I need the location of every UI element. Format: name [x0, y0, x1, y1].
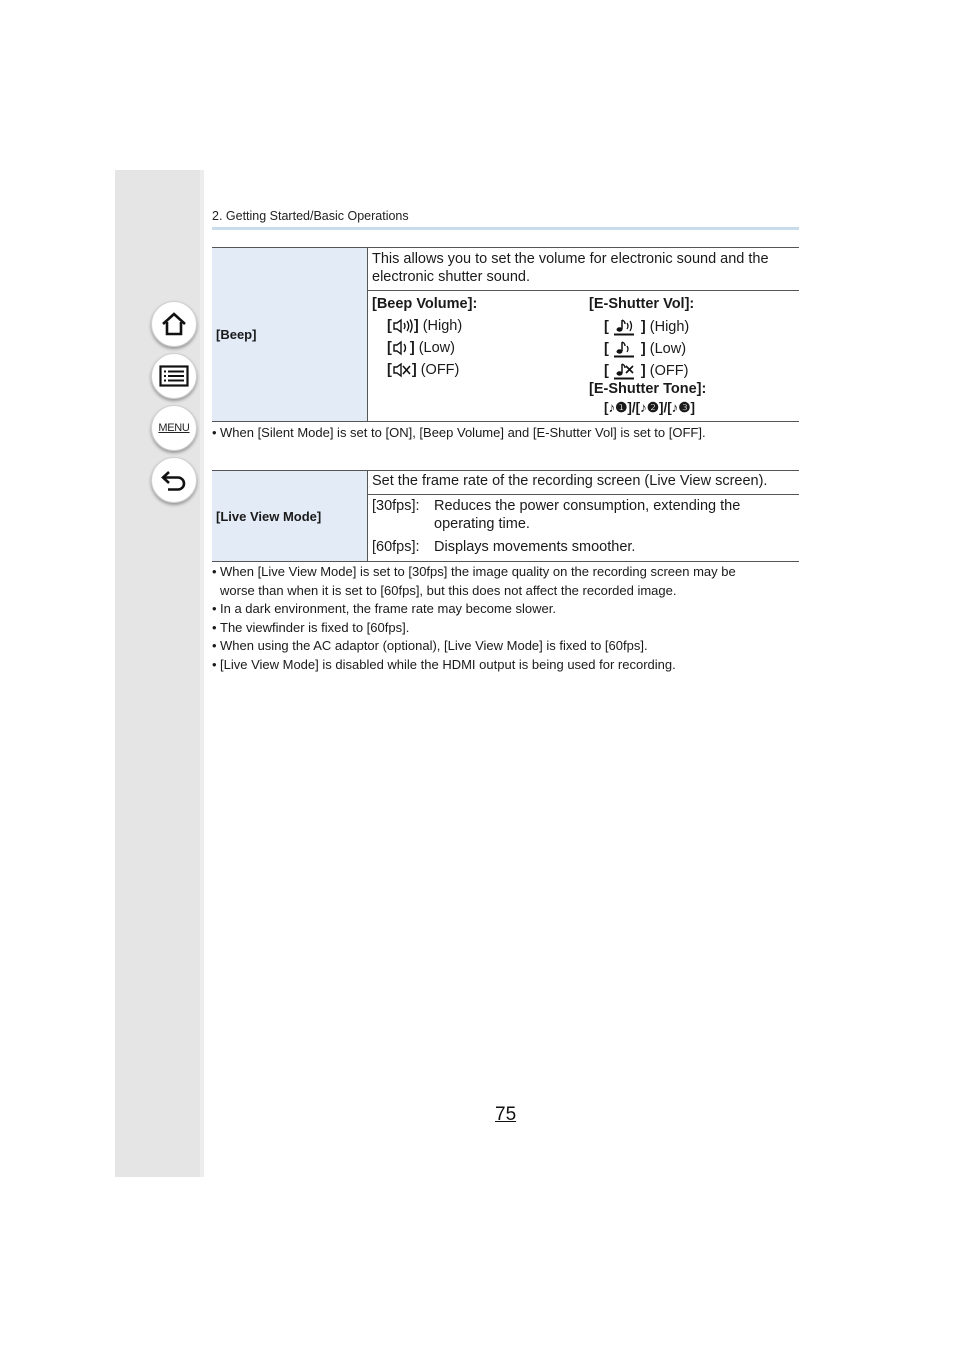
speaker-off-icon: [392, 362, 412, 378]
beep-options: [368, 291, 799, 419]
beep-description: This allows you to set the volume for electronic sound and the electronic shutter sound.: [372, 251, 769, 285]
speaker-low-icon: [392, 340, 410, 356]
live-view-table: [212, 470, 799, 562]
beep-label: [Beep]: [212, 248, 368, 422]
menu-label: MENU: [158, 422, 190, 434]
live-view-note: • The viewfinder is fixed to [60fps].: [212, 619, 410, 635]
fps-30-text: Reduces the power consumption, extending the operating time.: [434, 498, 741, 532]
beep-volume-off: [ ] (OFF): [387, 362, 460, 378]
shutter-sound-low-icon: [613, 340, 637, 358]
live-view-note-cont: worse than when it is set to [60fps], but this does not affect the recorded image.: [220, 582, 677, 598]
home-icon: [160, 311, 188, 337]
beep-table: [212, 247, 799, 422]
breadcrumb: 2. Getting Started/Basic Operations: [212, 209, 409, 223]
shutter-sound-off-icon: [613, 362, 637, 380]
beep-volume-low: [ ] (Low): [387, 340, 455, 356]
menu-button[interactable]: [151, 405, 197, 451]
live-view-note: • [Live View Mode] is disabled while the HDMI output is being used for recording.: [212, 656, 676, 672]
live-view-note: • In a dark environment, the frame rate may become slower.: [212, 601, 556, 616]
live-view-description: Set the frame rate of the recording screen (Live View screen).: [372, 473, 768, 489]
shutter-vol-low: [ ] (Low): [604, 340, 687, 357]
live-view-notes: [212, 563, 736, 674]
beep-note: • When [Silent Mode] is set to [ON], [Beep Volume] and [E-Shutter Vol] is set to [OFF].: [212, 425, 706, 440]
fps-60-text: Displays movements smoother.: [434, 539, 636, 555]
shutter-vol-heading: [E-Shutter Vol]:: [589, 296, 695, 312]
shutter-vol-high: [ ] (High): [604, 318, 690, 335]
back-arrow-icon: [160, 468, 188, 492]
shutter-vol-off: [ ] (OFF): [604, 362, 689, 379]
list-icon: [159, 365, 189, 387]
beep-volume-high: [ ] (High): [387, 318, 463, 334]
speaker-high-icon: [392, 318, 414, 334]
beep-volume-heading: [Beep Volume]:: [372, 296, 478, 312]
shutter-sound-high-icon: [613, 318, 637, 336]
contents-button[interactable]: [151, 353, 197, 399]
live-view-note: • When [Live View Mode] is set to [30fps] the image quality on the recording screen may be: [212, 564, 736, 579]
shutter-tone-heading: [E-Shutter Tone]:: [589, 381, 707, 397]
sidebar-edge: [200, 170, 204, 1177]
home-button[interactable]: [151, 301, 197, 347]
breadcrumb-rule: [212, 227, 799, 230]
live-view-note: • When using the AC adaptor (optional), [Live View Mode] is fixed to [60fps].: [212, 638, 648, 653]
shutter-tone-values: [♪❶]/[♪❷]/[♪❸]: [604, 400, 696, 415]
fps-60-key: [60fps]:: [372, 539, 420, 555]
live-view-label: [Live View Mode]: [212, 471, 368, 562]
fps-30-key: [30fps]:: [372, 498, 420, 514]
fps-option-30: [368, 495, 799, 535]
fps-option-60: [368, 537, 799, 558]
back-button[interactable]: [151, 457, 197, 503]
page-number: 75: [495, 1104, 517, 1125]
